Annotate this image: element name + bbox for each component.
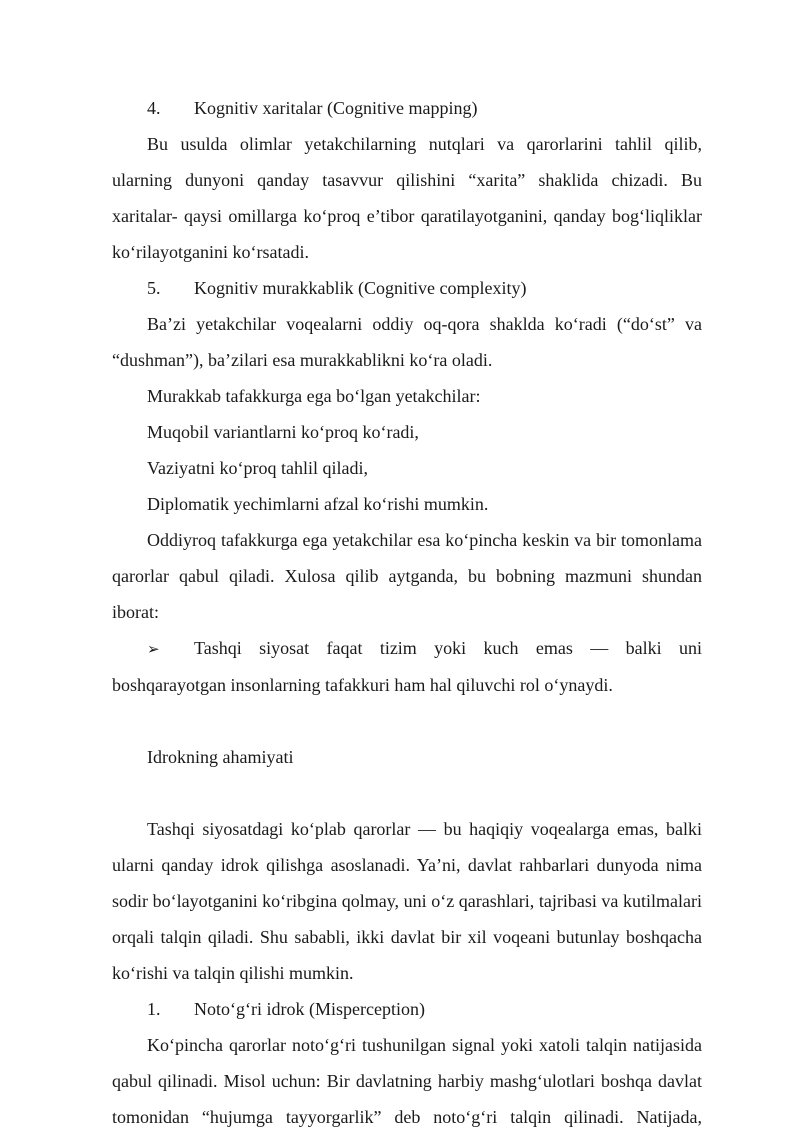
section-4-heading bbox=[112, 90, 702, 126]
complex-item-2: Vaziyatni ko‘proq tahlil qiladi, bbox=[147, 458, 368, 478]
section-1-title: Noto‘g‘ri idrok (Misperception) bbox=[194, 999, 425, 1019]
conclusion-bullet-text: Tashqi siyosat faqat tizim yoki kuch emas — balki uni boshqarayotgan insonlarning tafakkuri ham hal qiluvchi rol o‘ynaydi. bbox=[112, 638, 702, 695]
document-page bbox=[112, 90, 702, 1135]
section-5-heading bbox=[112, 270, 702, 306]
section-1-number: 1. bbox=[147, 999, 161, 1019]
spacer bbox=[112, 775, 702, 811]
idrok-heading: Idrokning ahamiyati bbox=[147, 747, 294, 767]
complex-item-1: Muqobil variantlarni ko‘proq ko‘radi, bbox=[147, 422, 419, 442]
spacer bbox=[112, 703, 702, 739]
section-5-title: Kognitiv murakkablik (Cognitive complexity) bbox=[194, 278, 527, 298]
complex-intro: Murakkab tafakkurga ega bo‘lgan yetakchilar: bbox=[147, 386, 481, 406]
complex-item-3: Diplomatik yechimlarni afzal ko‘rishi mumkin. bbox=[147, 494, 489, 514]
arrow-bullet-icon: ➢ bbox=[147, 640, 160, 658]
conclusion-bullet bbox=[112, 630, 702, 703]
section-4-paragraph: Bu usulda olimlar yetakchilarning nutqlari va qarorlarini tahlil qilib, ularning dunyoni qanday tasavvur qilishini “xarita” shaklida chizadi. Bu xaritalar- qaysi omillarga ko‘proq e’tibor qaratilayotganini, qanday bog‘liqliklar ko‘rilayotganini ko‘rsatadi. bbox=[112, 134, 702, 262]
section-4-title: Kognitiv xaritalar (Cognitive mapping) bbox=[194, 98, 478, 118]
section-1-heading bbox=[112, 991, 702, 1027]
section-5-number: 5. bbox=[147, 278, 161, 298]
section-5-paragraph: Ba’zi yetakchilar voqealarni oddiy oq-qora shaklda ko‘radi (“do‘st” va “dushman”), ba’zilari esa murakkablikni ko‘ra oladi. bbox=[112, 314, 702, 370]
section-4-number: 4. bbox=[147, 98, 161, 118]
section-1-paragraph: Ko‘pincha qarorlar noto‘g‘ri tushunilgan signal yoki xatoli talqin natijasida qabul qilinadi. Misol uchun: Bir davlatning harbiy mashg‘ulotlari boshqa davlat tomonidan “hujumga tayyorgarlik” deb noto‘g‘ri talqin qilinadi. Natijada, bbox=[112, 1035, 702, 1127]
idrok-paragraph: Tashqi siyosatdagi ko‘plab qarorlar — bu haqiqiy voqealarga emas, balki ularni qanday idrok qilishga asoslanadi. Ya’ni, davlat rahbarlari dunyoda nima sodir bo‘layotganini ko‘ribgina qolmay, uni o‘z qarashlari, tajribasi va kutilmalari orqali talqin qiladi. Shu sababli, ikki davlat bir xil voqeani butunlay boshqacha ko‘rishi va talqin qilishi mumkin. bbox=[112, 819, 702, 983]
simple-thinking-paragraph: Oddiyroq tafakkurga ega yetakchilar esa ko‘pincha keskin va bir tomonlama qarorlar qabul qiladi. Xulosa qilib aytganda, bu bobning mazmuni shundan iborat: bbox=[112, 530, 702, 622]
